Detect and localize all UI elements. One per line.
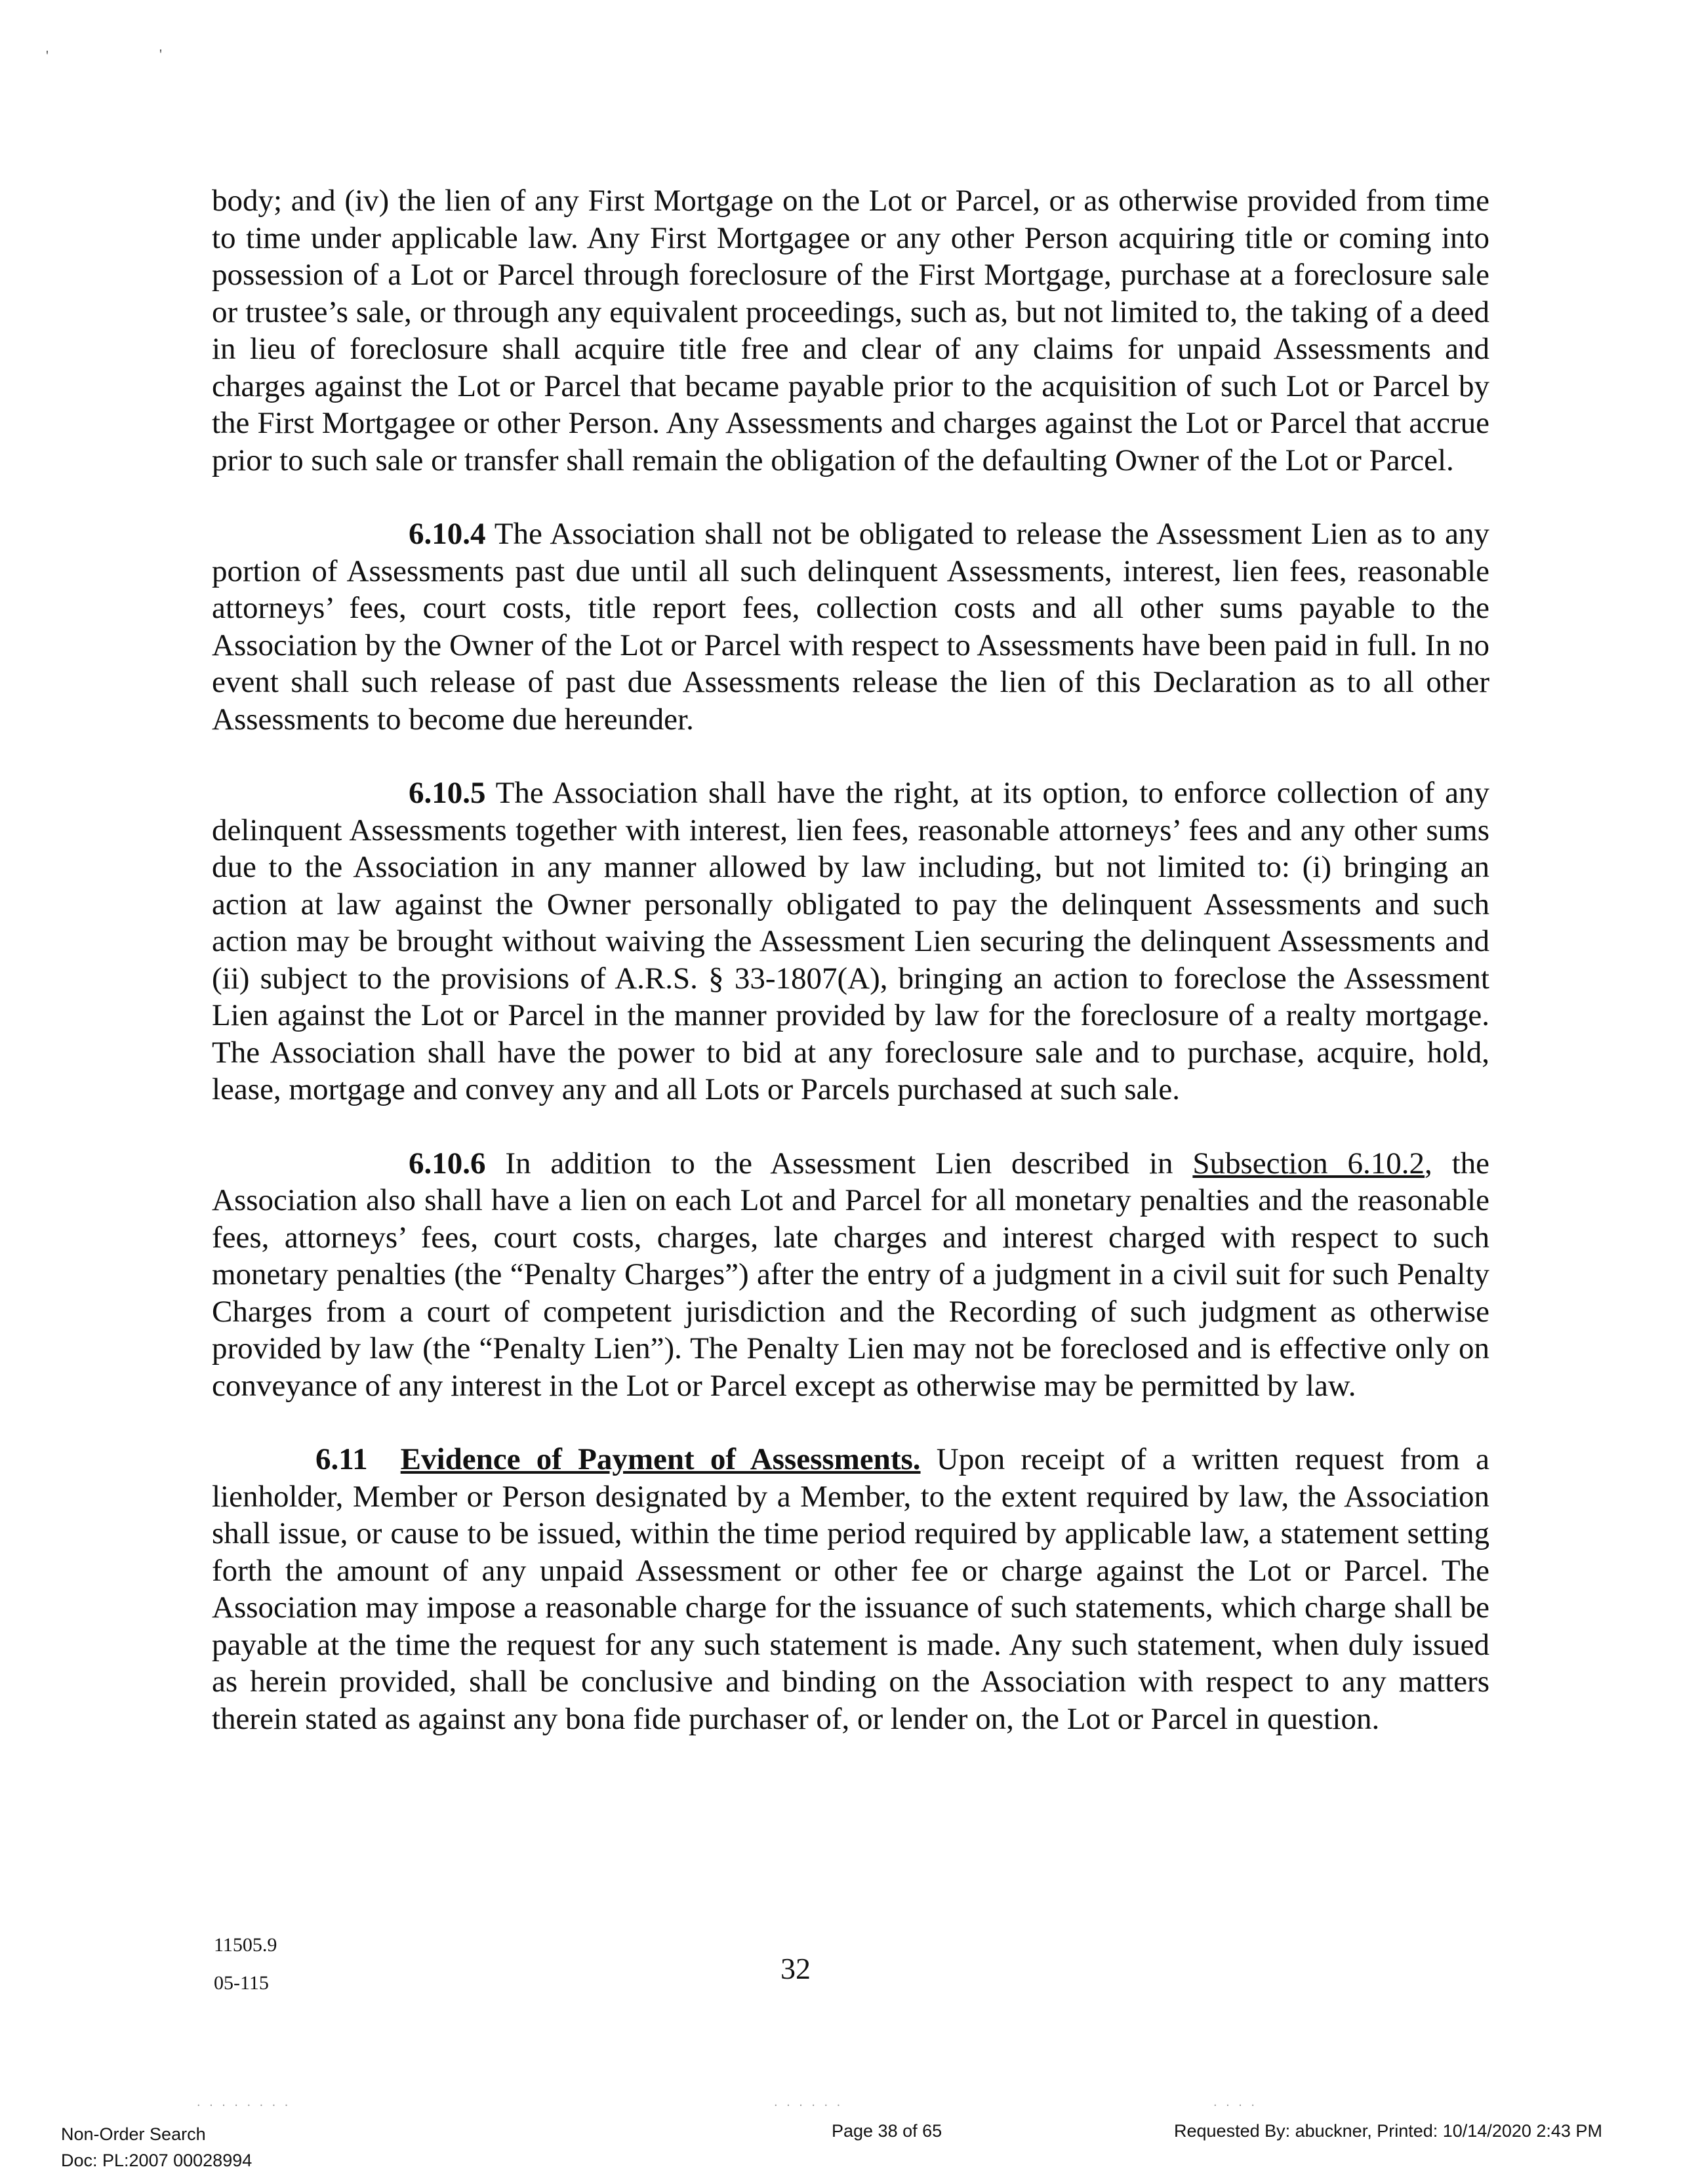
footer-left	[61, 2121, 252, 2174]
scan-artifact: . . . .	[1213, 2095, 1257, 2109]
section-number: 6.10.6	[409, 1146, 486, 1181]
footer-page-count: Page 38 of 65	[832, 2121, 942, 2141]
document-code: 05-115	[214, 1972, 269, 1994]
section-number: 6.11	[315, 1442, 368, 1476]
document-codes	[214, 1926, 277, 2002]
paragraph-6-10-5	[212, 775, 1489, 1108]
paragraph-text: The Association shall not be obligated to release the Assessment Lien as to any portion of Assessments past due until all such delinquent Assessments, interest, lien fees, reasonable attorneys’ fees, court costs, title report fees, collection costs and all other sums payable to the Association by the Owner of the Lot or Parcel with respect to Assessments have been paid in full. In no event shall such release of past due Assessments release the lien of this Declaration as to all other Assessments to become due hereunder.	[212, 517, 1489, 737]
scan-artifact: . . . . . .	[774, 2095, 843, 2109]
subsection-reference: Subsection 6.10.2	[1192, 1146, 1425, 1181]
section-number: 6.10.5	[409, 776, 486, 810]
footer-doc-id: Doc: PL:2007 00028994	[61, 2151, 253, 2170]
footer-requested-by: Requested By: abuckner, Printed: 10/14/2020 2:43 PM	[1174, 2121, 1602, 2141]
paragraph-continuation	[212, 182, 1489, 479]
paragraph-6-10-4	[212, 516, 1489, 738]
paragraph-text: Upon receipt of a written request from a lienholder, Member or Person designated by a Member, to the extent required by law, the Association shall issue, or cause to be issued, within the time period required by applicable law, a statement setting forth the amount of any unpaid Assessment or other fee or charge against the Lot or Parcel. The Association may impose a reasonable charge for the issuance of such statements, which charge shall be payable at the time the request for any such statement is made. Any such statement, when duly issued as herein provided, shall be conclusive and binding on the Association with respect to any matters therein stated as against any bona fide purchaser of, or lender on, the Lot or Parcel in question.	[212, 1442, 1489, 1736]
document-body	[212, 182, 1489, 1774]
document-code: 11505.9	[214, 1934, 277, 1956]
paragraph-6-10-6	[212, 1145, 1489, 1405]
scan-artifact: . . . . . . . .	[197, 2095, 291, 2109]
footer-search-type: Non-Order Search	[61, 2124, 206, 2144]
paragraph-text: body; and (iv) the lien of any First Mortgage on the Lot or Parcel, or as otherwise provided from time to time under applicable law. Any First Mortgagee or any other Person acquiring title or coming into possession of a Lot or Parcel through foreclosure of the First Mortgage, purchase at a foreclosure sale or trustee’s sale, or through any equivalent proceedings, such as, but not limited to, the taking of a deed in lieu of foreclosure shall acquire title free and clear of any claims for unpaid Assessments and charges against the Lot or Parcel that became payable prior to the acquisition of such Lot or Parcel by the First Mortgagee or other Person. Any Assessments and charges against the Lot or Parcel that accrue prior to such sale or transfer shall remain the obligation of the defaulting Owner of the Lot or Parcel.	[212, 184, 1489, 477]
section-number: 6.10.4	[409, 517, 486, 551]
scan-speck-right: '	[159, 46, 162, 62]
paragraph-text: , the Association also shall have a lien on each Lot and Parcel for all monetary penalties and the reasonable fees, attorneys’ fees, court costs, charges, late charges and interest charged with respect to such monetary penalties (the “Penalty Charges”) after the entry of a judgment in a civil suit for such Penalty Charges from a court of competent jurisdiction and the Recording of such judgment as otherwise provided by law (the “Penalty Lien”). The Penalty Lien may not be foreclosed and is effective only on conveyance of any interest in the Lot or Parcel except as otherwise may be permitted by law.	[212, 1146, 1490, 1403]
paragraph-text: The Association shall have the right, at its option, to enforce collection of any delinquent Assessments together with interest, lien fees, reasonable attorneys’ fees and any other sums due to the Association in any manner allowed by law including, but not limited to: (i) bringing an action at law against the Owner personally obligated to pay the delinquent Assessments and such action may be brought without waiving the Assessment Lien securing the delinquent Assessments and (ii) subject to the provisions of A.R.S. § 33-1807(A), bringing an action to foreclose the Assessment Lien against the Lot or Parcel in the manner provided by law for the foreclosure of a realty mortgage. The Association shall have the power to bid at any foreclosure sale and to purchase, acquire, hold, lease, mortgage and convey any and all Lots or Parcels purchased at such sale.	[212, 776, 1489, 1106]
paragraph-text: In addition to the Assessment Lien described in	[485, 1146, 1193, 1181]
section-title: Evidence of Payment of Assessments.	[400, 1442, 921, 1476]
scan-speck-left: '	[46, 47, 49, 64]
page-number: 32	[780, 1952, 811, 1985]
paragraph-6-11	[212, 1441, 1489, 1737]
